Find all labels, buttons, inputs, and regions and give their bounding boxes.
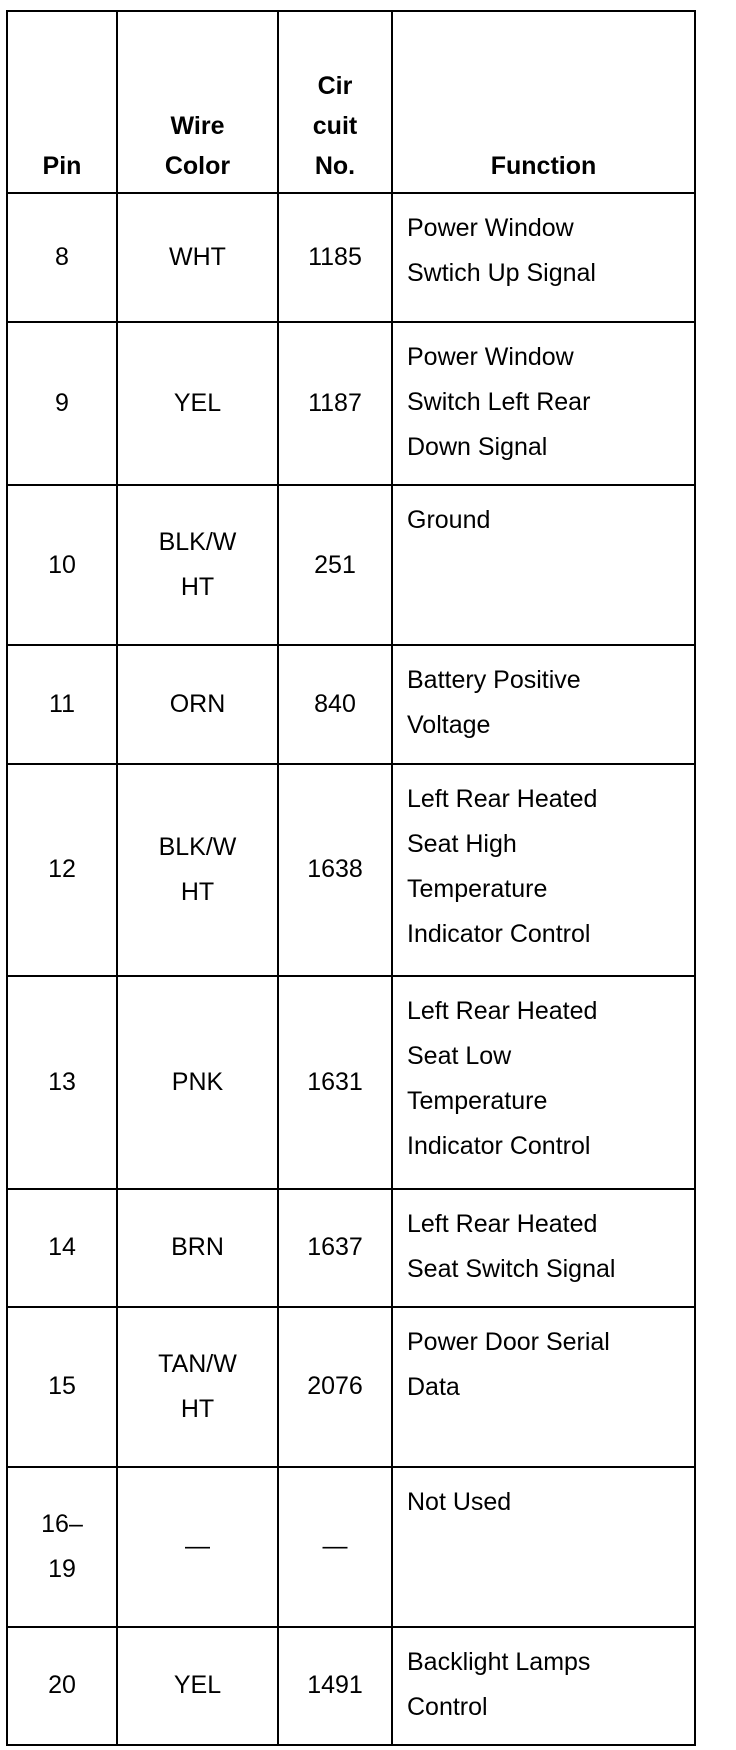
function-cell (392, 485, 695, 645)
wire-color-cell-line: WHT (169, 243, 226, 272)
circuit-no-cell: 1187 (278, 322, 392, 485)
function-cell (392, 1189, 695, 1307)
pin-cell-line: 14 (48, 1233, 76, 1262)
table-row (7, 976, 695, 1188)
wire-color-cell-line: YEL (173, 389, 222, 418)
function-cell (392, 764, 695, 976)
function-cell-line: Battery Positive (407, 666, 581, 695)
wire-color-cell (117, 1307, 278, 1467)
function-cell-line: Backlight Lamps (407, 1647, 591, 1676)
wire-color-cell-line: TAN/W (158, 1349, 237, 1378)
table-row (7, 1467, 695, 1627)
function-cell-line: Data (407, 1372, 460, 1401)
wire-color-cell (117, 1467, 278, 1627)
circuit-no-cell: 1637 (278, 1189, 392, 1307)
table-row (7, 193, 695, 322)
wire-color-cell-line: PNK (171, 1067, 224, 1096)
pin-cell (7, 322, 117, 485)
function-cell (392, 1627, 695, 1745)
pin-cell-line: 15 (48, 1372, 76, 1401)
header-row (7, 11, 695, 193)
table-row (7, 322, 695, 485)
function-cell-line: Left Rear Heated (407, 1209, 598, 1238)
function-cell (392, 1467, 695, 1627)
function-cell-line: Not Used (407, 1487, 512, 1516)
function-cell-line: Power Door Serial (407, 1327, 610, 1356)
function-cell-line: Temperature (407, 1087, 548, 1116)
wire-color-cell (117, 764, 278, 976)
pin-cell (7, 764, 117, 976)
pin-cell-line: 12 (48, 855, 76, 884)
wire-color-cell-line: BLK/W (158, 528, 237, 557)
pin-cell-line: 13 (48, 1067, 76, 1096)
function-cell (392, 1307, 695, 1467)
function-cell-line: Ground (407, 506, 491, 535)
wire-color-cell (117, 1627, 278, 1745)
table-body (7, 193, 695, 1745)
function-cell-line: Indicator Control (407, 919, 591, 948)
wire-color-cell-line: HT (180, 1394, 215, 1423)
wire-color-cell-line: BRN (171, 1233, 224, 1262)
wire-color-cell (117, 485, 278, 645)
function-cell (392, 322, 695, 485)
pin-cell-line: 8 (55, 243, 69, 272)
circuit-no-cell: — (278, 1467, 392, 1627)
function-cell (392, 645, 695, 763)
function-cell-line: Down Signal (407, 433, 548, 462)
table-row (7, 1189, 695, 1307)
circuit-no-cell: 1491 (278, 1627, 392, 1745)
pin-cell (7, 1189, 117, 1307)
function-cell-line: Seat Switch Signal (407, 1254, 616, 1283)
function-cell-line: Left Rear Heated (407, 784, 598, 813)
function-cell-line: Left Rear Heated (407, 997, 598, 1026)
header-function: Function (392, 11, 695, 193)
wire-color-cell-line: HT (180, 877, 215, 906)
wire-color-cell (117, 645, 278, 763)
function-cell-line: Seat Low (407, 1042, 512, 1071)
header-circuit-no: Cir cuit No. (278, 11, 392, 193)
connector-pinout-table (6, 10, 696, 1746)
wire-color-cell-line: — (185, 1532, 210, 1561)
table-row (7, 645, 695, 763)
wire-color-cell (117, 1189, 278, 1307)
function-cell-line: Voltage (407, 711, 491, 740)
function-cell-line: Seat High (407, 829, 517, 858)
function-cell-line: Switch Left Rear (407, 388, 591, 417)
function-cell-line: Power Window (407, 214, 574, 242)
pin-cell-line: 16– (41, 1509, 83, 1538)
pin-cell-line: 10 (48, 550, 76, 579)
circuit-no-cell: 840 (278, 645, 392, 763)
pin-cell-line: 11 (49, 689, 75, 718)
pin-cell (7, 193, 117, 322)
wire-color-cell-line: BLK/W (158, 832, 237, 861)
wire-color-cell (117, 976, 278, 1188)
circuit-no-cell: 251 (278, 485, 392, 645)
pin-cell-line: 9 (55, 389, 69, 418)
header-wire-color: Wire Color (117, 11, 278, 193)
table-row (7, 1627, 695, 1745)
wire-color-cell-line: ORN (169, 689, 226, 718)
function-cell-line: Power Window (407, 343, 574, 372)
function-cell (392, 976, 695, 1188)
circuit-no-cell: 2076 (278, 1307, 392, 1467)
wire-color-cell-line: HT (180, 573, 215, 602)
table-row (7, 485, 695, 645)
circuit-no-cell: 1638 (278, 764, 392, 976)
wire-color-cell (117, 193, 278, 322)
function-cell-line: Control (407, 1692, 488, 1721)
pin-cell (7, 1627, 117, 1745)
header-pin: Pin (7, 11, 117, 193)
pin-cell (7, 485, 117, 645)
wire-color-cell (117, 322, 278, 485)
function-cell-line: Temperature (407, 874, 548, 903)
table-row (7, 764, 695, 976)
table-row (7, 1307, 695, 1467)
pin-cell (7, 1307, 117, 1467)
wire-color-cell-line: YEL (173, 1671, 222, 1700)
pin-cell (7, 1467, 117, 1627)
pin-cell-line: 19 (48, 1554, 76, 1583)
pin-cell (7, 976, 117, 1188)
function-cell (392, 193, 695, 322)
circuit-no-cell: 1185 (278, 193, 392, 322)
pin-cell-line: 20 (48, 1671, 76, 1700)
pin-cell (7, 645, 117, 763)
function-cell-line: Swtich Up Signal (407, 259, 596, 287)
circuit-no-cell: 1631 (278, 976, 392, 1188)
function-cell-line: Indicator Control (407, 1132, 591, 1161)
